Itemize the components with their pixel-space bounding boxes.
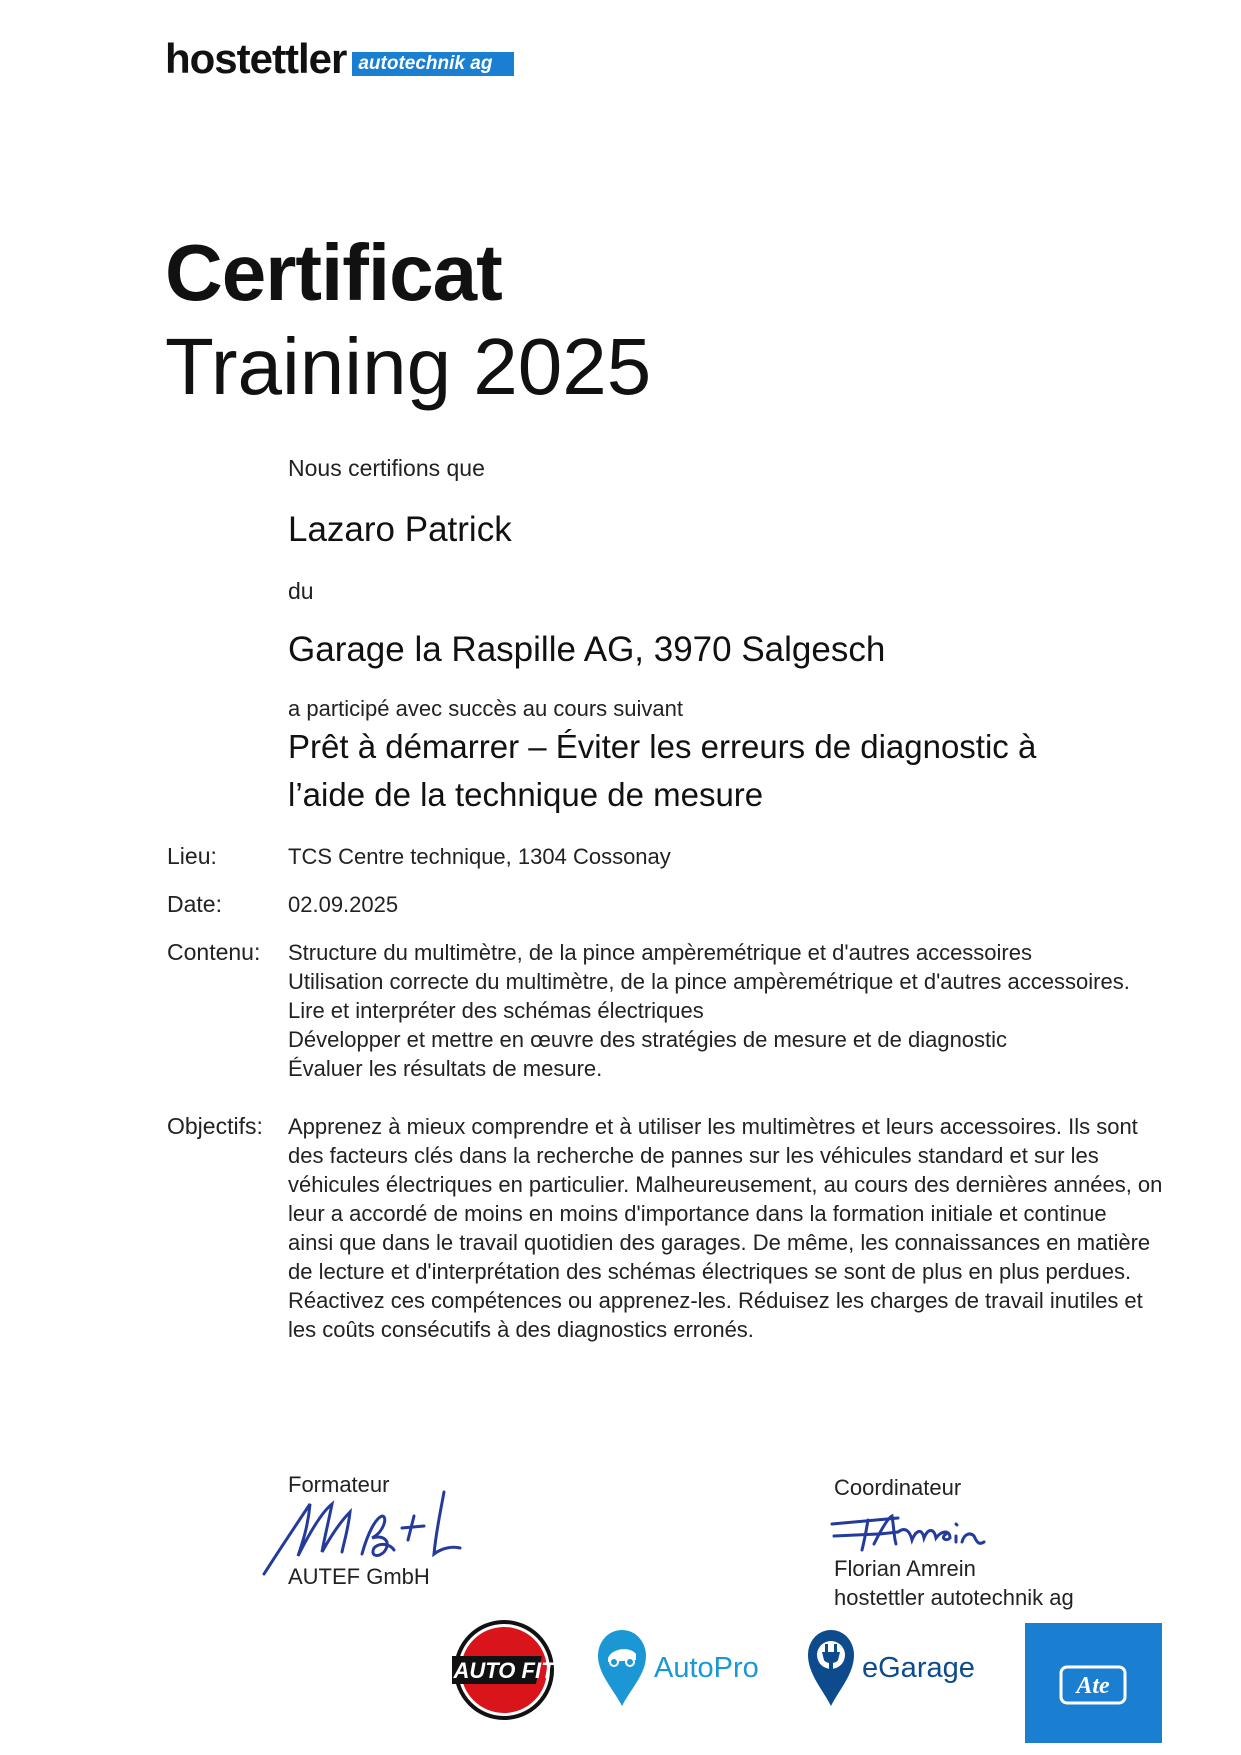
contenu-item: Développer et mettre en œuvre des stratégies de mesure et de diagnostic xyxy=(288,1027,1008,1052)
objectifs-line: ainsi que dans le travail quotidien des garages. De même, les connaissances en matière xyxy=(288,1230,1151,1255)
course-title-line: Prêt à démarrer – Éviter les erreurs de diagnostic à xyxy=(288,728,1037,765)
of-text: du xyxy=(288,578,314,604)
contenu-item: Évaluer les résultats de mesure. xyxy=(288,1056,603,1081)
brand-logo xyxy=(165,36,514,80)
contenu-list xyxy=(288,938,1208,1083)
coordinator-name: Florian Amrein xyxy=(834,1556,976,1581)
contenu-item: Lire et interpréter des schémas électriques xyxy=(288,998,704,1023)
contenu-item: Utilisation correcte du multimètre, de la pince ampèremétrique et d'autres accessoires. xyxy=(288,969,1130,994)
autopro-label: AutoPro xyxy=(654,1651,759,1684)
autofit-logo xyxy=(452,1618,556,1722)
course-title xyxy=(288,723,1188,819)
egarage-logo xyxy=(806,1628,975,1708)
autopro-logo xyxy=(596,1628,759,1708)
participant-name: Lazaro Patrick xyxy=(288,510,512,549)
objectifs-line: Apprenez à mieux comprendre et à utiliser les multimètres et leurs accessoires. Ils sont xyxy=(288,1114,1138,1139)
objectifs-line: les coûts consécutifs à des diagnostics erronés. xyxy=(288,1317,754,1342)
objectifs-line: leur a accordé de moins en moins d'importance dans la formation initiale et continue xyxy=(288,1201,1107,1226)
contenu-label: Contenu: xyxy=(167,939,261,965)
objectifs-line: Réactivez ces compétences ou apprenez-les. Réduisez les charges de travail inutiles et xyxy=(288,1288,1143,1313)
trainer-role: Formateur xyxy=(288,1472,390,1497)
certificate-title: Certificat xyxy=(165,228,502,317)
map-pin-icon xyxy=(596,1628,648,1708)
coordinator-role: Coordinateur xyxy=(834,1475,962,1500)
objectifs-label: Objectifs: xyxy=(167,1113,263,1139)
coordinator-organization: hostettler autotechnik ag xyxy=(834,1585,1074,1610)
certificate-subtitle: Training 2025 xyxy=(165,322,652,411)
lieu-label: Lieu: xyxy=(167,843,217,869)
objectifs-text xyxy=(288,1112,1200,1344)
objectifs-line: véhicules électriques en particulier. Malheureusement, au cours des dernières années, on xyxy=(288,1172,1163,1197)
company-name: Garage la Raspille AG, 3970 Salgesch xyxy=(288,630,886,669)
objectifs-line: de lecture et d'interprétation des schémas électriques se sont de plus en plus perdues. xyxy=(288,1259,1132,1284)
contenu-item: Structure du multimètre, de la pince ampèremétrique et d'autres accessoires xyxy=(288,940,1032,965)
brand-name: hostettler xyxy=(165,35,347,82)
autofit-label: AUTO FIT xyxy=(453,1658,555,1683)
date-value: 02.09.2025 xyxy=(288,892,399,917)
ate-logo xyxy=(1025,1623,1162,1743)
coordinator-signature xyxy=(828,1502,988,1554)
egarage-label: eGarage xyxy=(862,1651,975,1684)
brand-subtitle: autotechnik ag xyxy=(352,52,514,76)
course-title-line: l’aide de la technique de mesure xyxy=(288,776,764,813)
ate-label: Ate xyxy=(1076,1673,1110,1699)
trainer-organization: AUTEF GmbH xyxy=(288,1564,430,1589)
participated-text: a participé avec succès au cours suivant xyxy=(288,696,683,721)
certify-text: Nous certifions que xyxy=(288,455,485,481)
charging-pin-icon xyxy=(806,1628,856,1708)
objectifs-line: des facteurs clés dans la recherche de pannes sur les véhicules standard et sur les xyxy=(288,1143,1099,1168)
lieu-value: TCS Centre technique, 1304 Cossonay xyxy=(288,844,671,869)
date-label: Date: xyxy=(167,891,222,917)
